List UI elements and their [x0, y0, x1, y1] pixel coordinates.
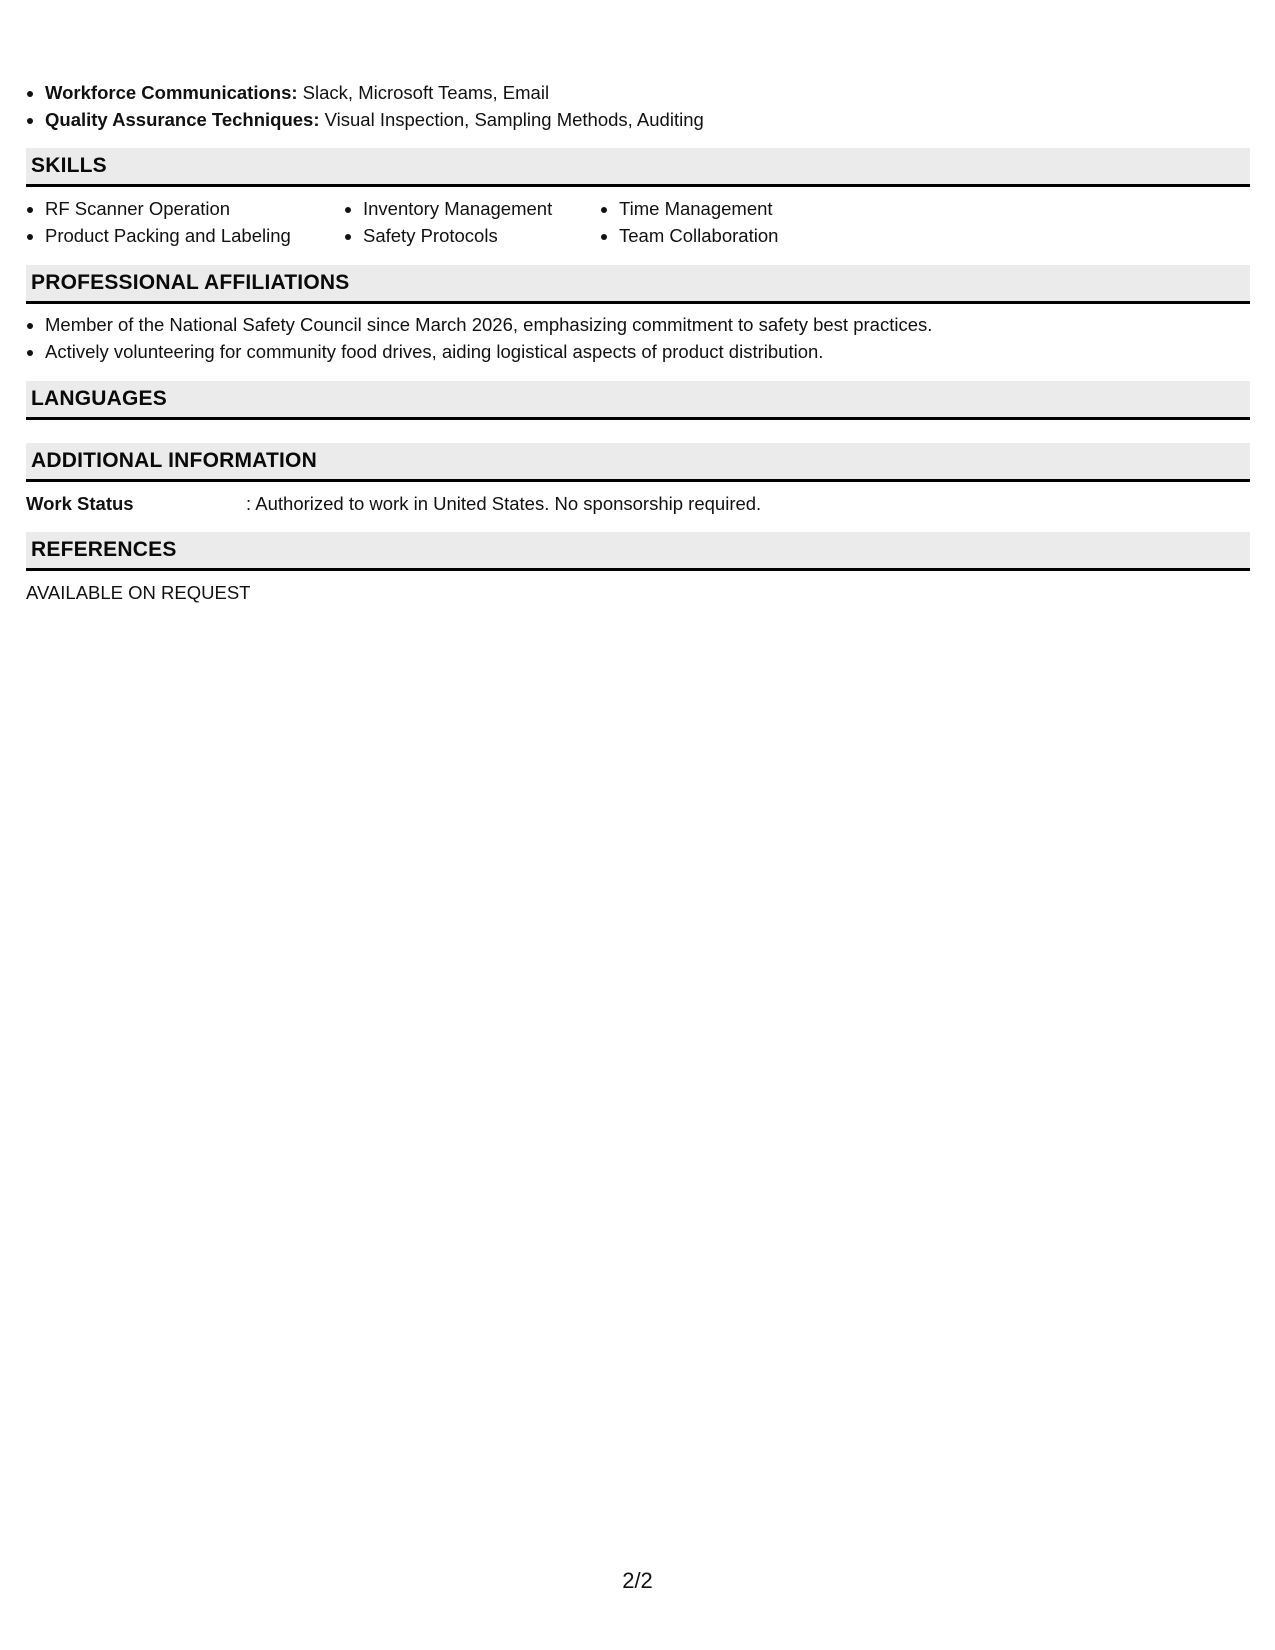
- list-item: [45, 79, 704, 106]
- list-item: • Team Collaboration: [619, 222, 819, 249]
- tool-value: Visual Inspection, Sampling Methods, Auditing: [324, 109, 704, 130]
- section-header-languages: [26, 381, 1250, 420]
- skills-grid: [26, 195, 843, 249]
- affiliations-list: [26, 311, 932, 365]
- list-item: • Time Management: [619, 195, 819, 222]
- list-item: [45, 106, 704, 133]
- tool-label: Workforce Communications:: [45, 82, 298, 103]
- section-header-references: [26, 532, 1250, 571]
- references-text: AVAILABLE ON REQUEST: [26, 582, 251, 603]
- list-item: • Product Packing and Labeling: [45, 222, 320, 249]
- section-title: SKILLS: [31, 154, 107, 177]
- section-title: ADDITIONAL INFORMATION: [31, 449, 317, 472]
- skills-column: [344, 195, 576, 249]
- skills-column: [26, 195, 320, 249]
- work-status-value: : Authorized to work in United States. No sponsorship required.: [246, 493, 762, 514]
- list-item: • Actively volunteering for community food drives, aiding logistical aspects of product distribution.: [45, 338, 932, 365]
- work-status-label: Work Status: [26, 493, 134, 514]
- tools-list: [26, 79, 704, 133]
- list-item: • Member of the National Safety Council since March 2026, emphasizing commitment to safety best practices.: [45, 311, 932, 338]
- section-header-affiliations: [26, 265, 1250, 304]
- section-title: LANGUAGES: [31, 387, 167, 410]
- list-item: • Safety Protocols: [363, 222, 576, 249]
- section-title: PROFESSIONAL AFFILIATIONS: [31, 271, 350, 294]
- tool-value: Slack, Microsoft Teams, Email: [302, 82, 550, 103]
- section-header-skills: [26, 148, 1250, 187]
- skills-column: [600, 195, 819, 249]
- list-item: • Inventory Management: [363, 195, 576, 222]
- section-title: REFERENCES: [31, 538, 177, 561]
- section-header-additional-information: [26, 443, 1250, 482]
- tool-label: Quality Assurance Techniques:: [45, 109, 320, 130]
- list-item: • RF Scanner Operation: [45, 195, 320, 222]
- page-number: 2/2: [622, 1568, 653, 1593]
